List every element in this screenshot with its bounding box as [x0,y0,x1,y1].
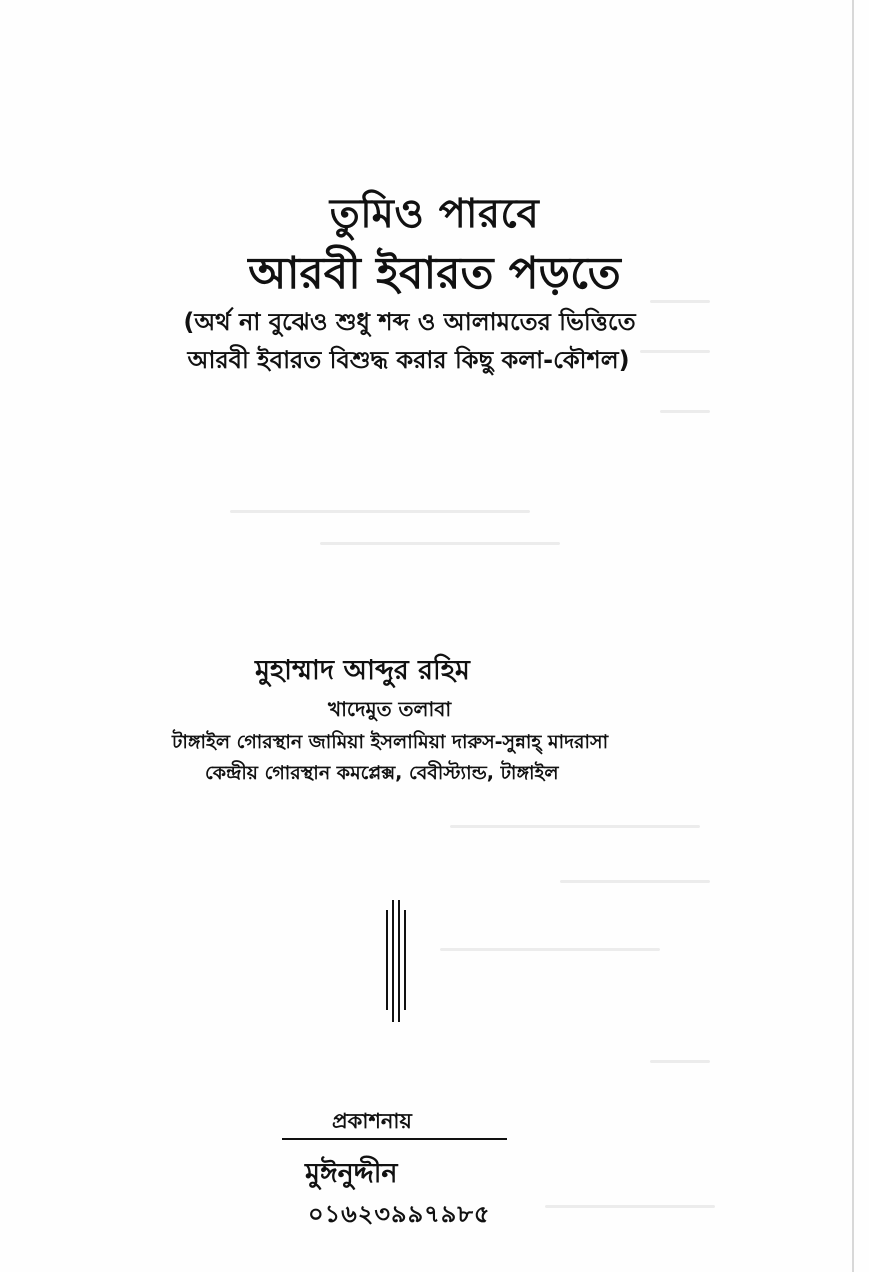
vertical-lines-ornament [384,900,408,1022]
institution-line-1: টাঙ্গাইল গোরস্থান জামিয়া ইসলামিয়া দারুস-সুন্নাহ্ মাদরাসা [172,731,609,753]
publication-divider [282,1138,507,1140]
bleed-through-mark [450,825,700,828]
bleed-through-mark [660,410,710,413]
publisher-phone: ০১৬২৩৯৯৭৯৮৫ [308,1200,491,1228]
title-line-2: আরবী ইবারত পড়তে [248,248,621,299]
subtitle-line-1: (অর্থ না বুঝেও শুধু শব্দ ও আলামতের ভিত্তিতে [183,308,636,336]
publication-label: প্রকাশনায় [332,1109,412,1133]
bleed-through-mark [230,510,530,513]
publisher-name: মুঈনুদ্দীন [305,1158,398,1189]
bleed-through-mark [320,542,560,545]
author-role: খাদেমুত তলাবা [328,697,452,721]
bleed-through-mark [560,880,710,883]
author-name: মুহাম্মাদ আব্দুর রহিম [255,655,470,686]
bleed-through-mark [545,1205,715,1208]
bleed-through-mark [440,948,660,951]
subtitle-line-2: আরবী ইবারত বিশুদ্ধ করার কিছু কলা-কৌশল) [187,346,630,374]
bleed-through-mark [650,1060,710,1063]
title-line-1: তুমিও পারবে [329,191,540,237]
institution-line-2: কেন্দ্রীয় গোরস্থান কমপ্লেক্স, বেবীস্ট্যান্ড, টাঙ্গাইল [205,762,559,784]
